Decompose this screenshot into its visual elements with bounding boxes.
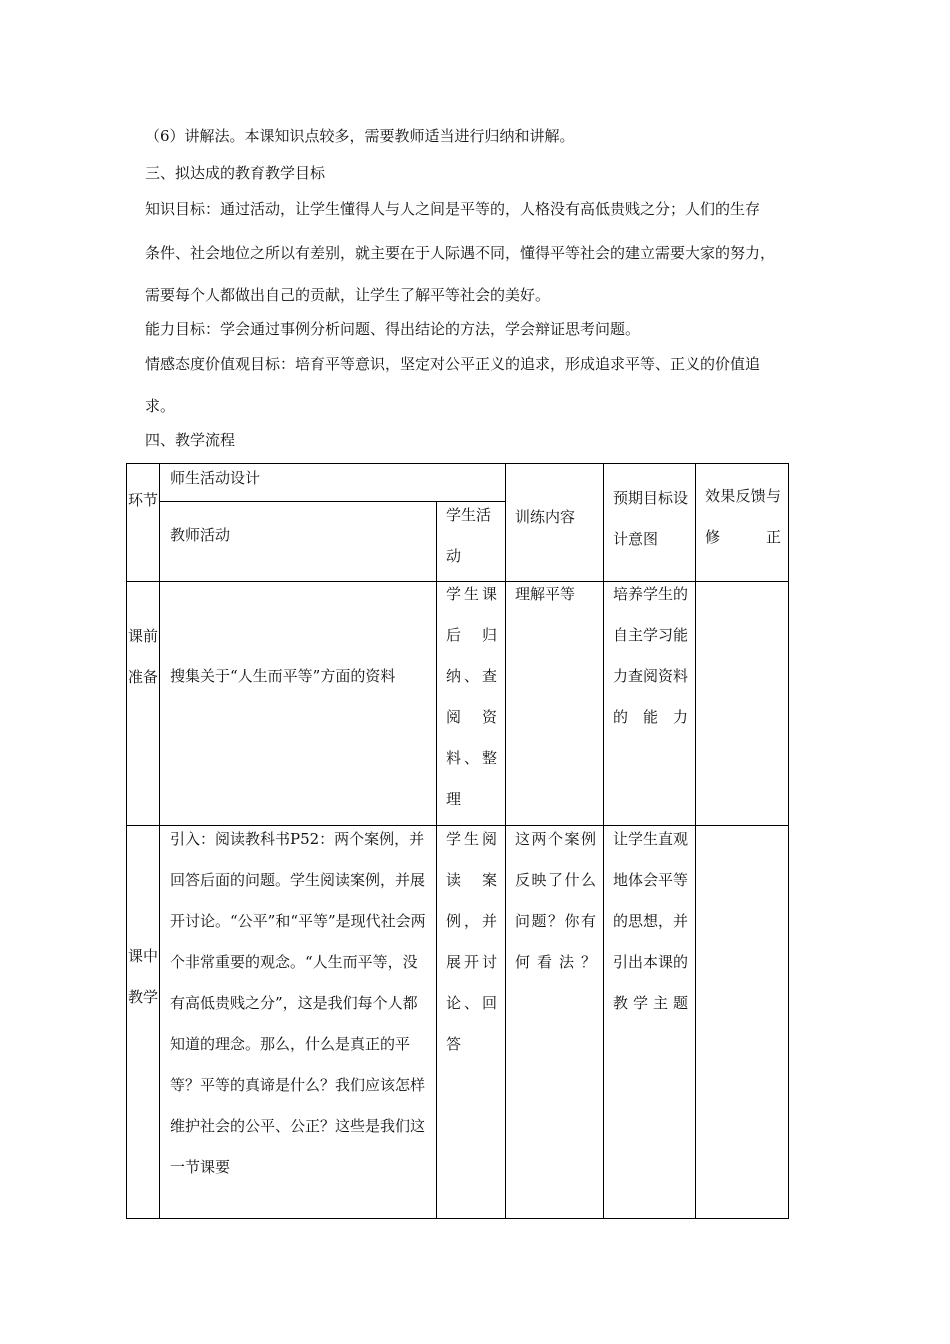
row2-student-activity: 学生阅读案例，并展开讨论、回答 — [446, 830, 497, 1053]
section-heading-goals: 三、拟达成的教育教学目标 — [145, 164, 326, 182]
header-student-activity: 学生活动 — [446, 506, 492, 565]
row1-goal: 培养学生的自主学习能力查阅资料的能力 — [613, 585, 689, 726]
section-heading-teaching-flow: 四、教学流程 — [145, 431, 236, 449]
table-border-col2 — [436, 501, 437, 1219]
row1-student-activity: 学生课后归纳、查阅资料、整理 — [446, 585, 497, 808]
row1-training: 理解平等 — [515, 585, 576, 603]
paragraph-knowledge-goal-line3: 需要每个人都做出自己的贡献，让学生了解平等社会的美好。 — [145, 286, 551, 304]
table-border-right — [788, 463, 789, 1219]
row1-teacher-activity: 搜集关于“人生而平等”方面的资料 — [170, 667, 396, 685]
row2-goal: 让学生直观地体会平等的思想，并引出本课的教学主题 — [613, 830, 689, 1012]
paragraph-knowledge-goal-line2: 条件、社会地位之所以有差别，就主要在于人际遇不同，懂得平等社会的建立需要大家的努力， — [145, 244, 776, 262]
paragraph-teaching-method: （6）讲解法。本课知识点较多，需要教师适当进行归纳和讲解。 — [145, 127, 575, 145]
table-border-col4 — [603, 463, 604, 1219]
row2-teacher-activity: 引入：阅读教科书P52：两个案例，并回答后面的问题。学生阅读案例，并展开讨论。“公平”和“平等”是现代社会两个非常重要的观念。“人生而平等，没有高低贵贱之分”，这是我们每个人都知道的理念。那么，什么是真正的平等？平等的真谛是什么？我们应该怎样维护社会的公平、公正？这些是我们这一节课要 — [170, 830, 426, 1176]
row2-training: 这两个案例反映了什么问题？你有何看法？ — [515, 830, 596, 971]
header-activity-design: 师生活动设计 — [170, 469, 261, 487]
row2-feedback — [705, 819, 781, 860]
table-border-col1 — [159, 463, 160, 1219]
paragraph-ability-goal: 能力目标：学会通过事例分析问题、得出结论的方法，学会辩证思考问题。 — [145, 320, 641, 338]
header-teacher-activity: 教师活动 — [170, 526, 231, 544]
paragraph-knowledge-goal-line1: 知识目标：通过活动，让学生懂得人与人之间是平等的，人格没有高低贵贱之分；人们的生存 — [145, 200, 761, 218]
row1-feedback — [705, 574, 781, 615]
table-border-col5 — [695, 463, 696, 1219]
row1-stage: 课前准备 — [127, 627, 158, 686]
table-border-left — [126, 463, 127, 1219]
header-feedback: 效果反馈与修正 — [705, 487, 781, 546]
paragraph-emotion-goal-line1: 情感态度价值观目标：培育平等意识，坚定对公平正义的追求，形成追求平等、正义的价值追 — [145, 355, 761, 373]
header-goal: 预期目标设计意图 — [613, 489, 689, 548]
header-stage: 环节 — [127, 491, 158, 509]
paragraph-emotion-goal-line2: 求。 — [145, 397, 176, 415]
table-border-col3 — [505, 463, 506, 1219]
row2-stage: 课中教学 — [127, 947, 158, 1006]
header-training: 训练内容 — [515, 508, 576, 526]
